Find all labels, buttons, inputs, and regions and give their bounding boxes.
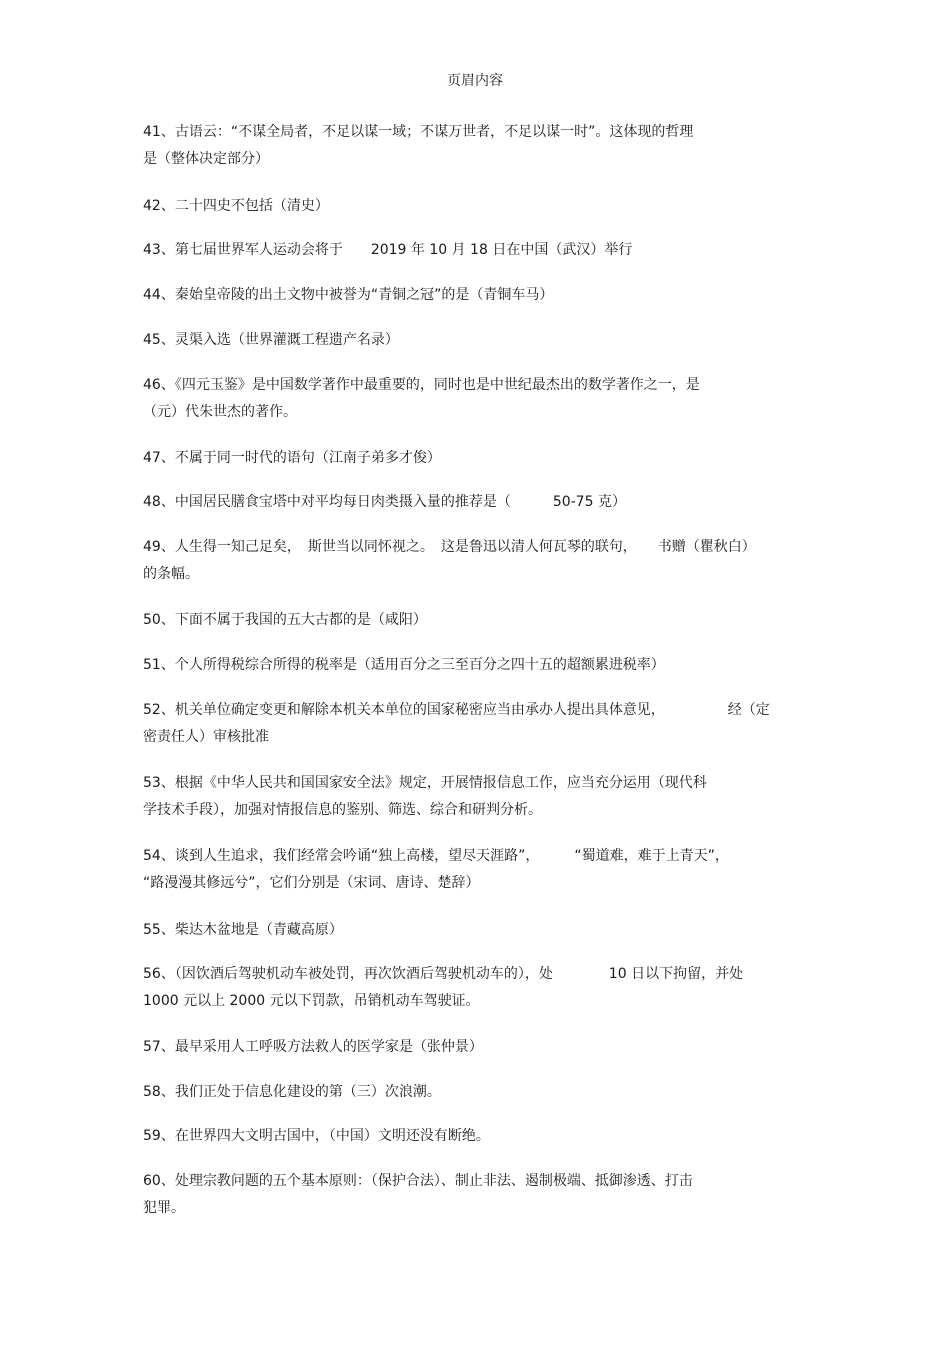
question-47 [143, 445, 441, 472]
question-line: （元）代朱世杰的著作。 [143, 404, 297, 420]
question-line: 41、古语云：“不谋全局者，不足以谋一域；不谋万世者，不足以谋一时”。这体现的哲理 [143, 124, 694, 140]
question-49 [143, 534, 756, 588]
question-48 [143, 489, 626, 516]
question-51 [143, 652, 665, 679]
question-line: 58、我们正处于信息化建设的第（三）次浪潮。 [143, 1084, 441, 1100]
question-line: 51、个人所得税综合所得的税率是（适用百分之三至百分之四十五的超额累进税率） [143, 657, 665, 673]
question-line: 的条幅。 [143, 566, 199, 582]
question-line: 57、最早采用人工呼吸方法救人的医学家是（张仲景） [143, 1039, 483, 1055]
question-42 [143, 193, 329, 220]
question-57 [143, 1034, 483, 1061]
question-line: 密责任人）审核批准 [143, 729, 269, 745]
question-line: “路漫漫其修远兮”，它们分别是（宋词、唐诗、楚辞） [143, 875, 480, 891]
question-line: 是（整体决定部分） [143, 151, 269, 167]
question-line: 1000 元以上 2000 元以下罚款，吊销机动车驾驶证。 [143, 993, 480, 1009]
question-line: 44、秦始皇帝陵的出土文物中被誉为“青铜之冠”的是（青铜车马） [143, 287, 554, 303]
question-line: 55、柴达木盆地是（青藏高原） [143, 922, 343, 938]
question-line: 犯罪。 [143, 1200, 185, 1216]
question-53 [143, 770, 707, 824]
question-41 [143, 119, 693, 173]
question-55 [143, 917, 343, 944]
question-52 [143, 697, 770, 751]
question-line: 50、下面不属于我国的五大古都的是（咸阳） [143, 612, 427, 628]
question-line: 学技术手段），加强对情报信息的鉴别、筛选、综合和研判分析。 [143, 802, 542, 818]
question-line: 49、人生得一知己足矣， 斯世当以同怀视之。 这是鲁迅以清人何瓦琴的联句， 书赠（瞿秋白） [143, 539, 756, 555]
question-line: 46、《四元玉鉴》是中国数学著作中最重要的，同时也是中世纪最杰出的数学著作之一，是 [143, 377, 700, 393]
question-line: 48、中国居民膳食宝塔中对平均每日肉类摄入量的推荐是（ 50-75 克） [143, 494, 626, 510]
question-44 [143, 282, 553, 309]
question-43 [143, 237, 632, 264]
question-45 [143, 327, 399, 354]
question-60 [143, 1168, 693, 1222]
question-line: 56、（因饮酒后驾驶机动车被处罚，再次饮酒后驾驶机动车的），处 10 日以下拘留，并处 [143, 966, 744, 982]
question-line: 52、机关单位确定变更和解除本机关本单位的国家秘密应当由承办人提出具体意见， 经（定 [143, 702, 770, 718]
question-line: 47、不属于同一时代的语句（江南子弟多才俊） [143, 450, 441, 466]
page-header: 页眉内容 [447, 73, 503, 89]
question-59 [143, 1123, 490, 1150]
question-line: 43、第七届世界军人运动会将于 2019 年 10 月 18 日在中国（武汉）举行 [143, 242, 633, 258]
question-54 [143, 843, 729, 897]
question-58 [143, 1079, 441, 1106]
question-56 [143, 961, 743, 1015]
question-46 [143, 372, 700, 426]
question-line: 42、二十四史不包括（清史） [143, 198, 329, 214]
question-line: 45、灵渠入选（世界灌溉工程遗产名录） [143, 332, 399, 348]
question-line: 53、根据《中华人民共和国国家安全法》规定，开展情报信息工作，应当充分运用（现代科 [143, 775, 707, 791]
question-line: 59、在世界四大文明古国中，（中国）文明还没有断绝。 [143, 1128, 490, 1144]
question-line: 54、谈到人生追求，我们经常会吟诵“独上高楼，望尽天涯路”， “蜀道难，难于上青天”， [143, 848, 729, 864]
question-50 [143, 607, 427, 634]
question-line: 60、处理宗教问题的五个基本原则：（保护合法）、制止非法、遏制极端、抵御渗透、打击 [143, 1173, 693, 1189]
